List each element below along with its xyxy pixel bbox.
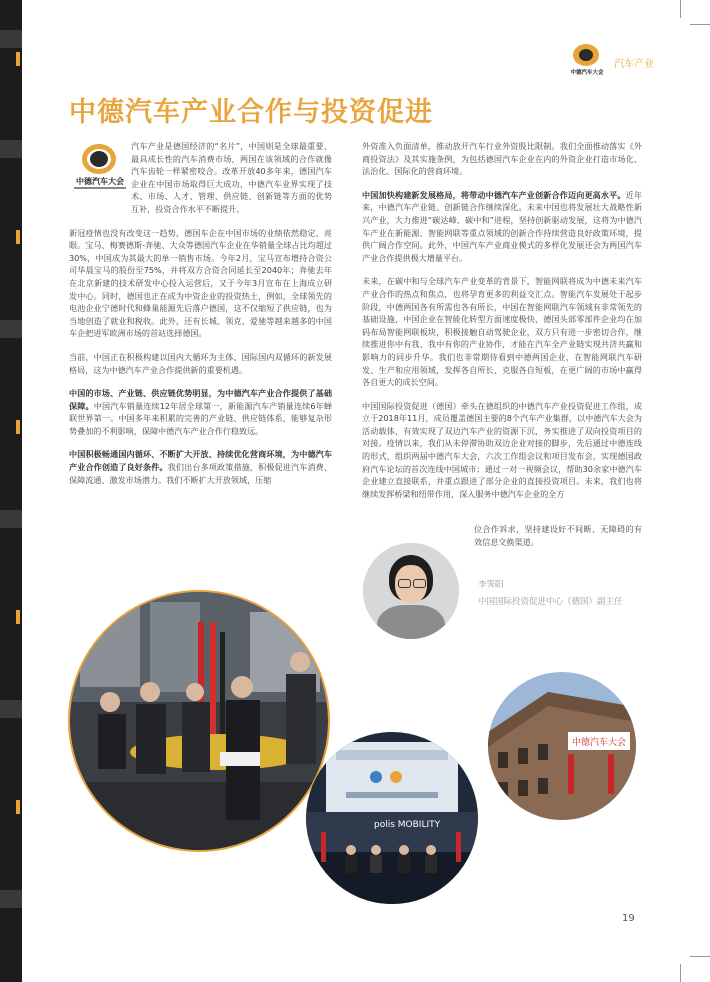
edge-stripe (0, 320, 22, 338)
lead-sentence: 中国积极畅通国内循环、不断扩大开放、持续优化营商环境，为中德汽车产业合作创造了良好条件。 (69, 449, 332, 473)
photo-stage (306, 732, 478, 904)
edge-accent-mark (16, 52, 20, 66)
edge-accent-mark (16, 420, 20, 434)
paragraph: 汽车产业是德国经济的“名片”，中国则是全球最重要、最具成长性的汽车消费市场，两国在该领域的合作就像汽车齿轮一样紧密咬合。改革开放40多年来，德国汽车企业在中国市场取得巨大成功，中德汽车业界实现了技术、市场、人才、管理、供应链、创新链等方面的优势互补，投资合作水平不断提升。 (131, 141, 332, 214)
header-logo (566, 44, 608, 80)
paragraph: 中国国际投资促进（德国）牵头在德组织的中德汽车产业投资促进工作组，成立于2018年11月，成员覆盖德国主要的8个汽车产业集群，以中德汽车大会为活动载体，有效实现了双边汽车产业的资源下沉，务实推进了双向投资项目的对接。疫情以来，我们从未停滞协助双边企业对接的脚步，先后通过中德连线的形式，组织两届中德汽车大会，六次工作组会议和项目发布会，实现德国政府汽车论坛的首次连线中国城市；通过一对一视频会议，帮助30余家中德汽车企业建立直接联系，并重点跟进了部分企业的直接投资项目。未来，我们也将继续发挥桥梁和纽带作用，深入服务中德汽车企业的全方 (362, 400, 642, 499)
edge-accent-mark (16, 610, 20, 624)
photo-building-image (488, 672, 636, 820)
logo-underline (74, 187, 126, 189)
banner-text: 中德汽车大会 (572, 738, 627, 748)
logo-core-icon (90, 151, 108, 167)
edge-accent-mark (16, 800, 20, 814)
edge-stripe (0, 890, 22, 908)
crop-mark (690, 24, 710, 25)
photo-building (488, 672, 636, 820)
paragraph-body: 我们出台多项政策措施，积极促进汽车消费、保障流通、激发市场潜力。我们不断扩大开放领域，压缩 (69, 462, 332, 485)
article-logo-text: 中德汽车大会 (76, 177, 124, 186)
section-label: 汽车产业 (614, 59, 654, 70)
paragraph-body: 近年来，中德汽车产业链、创新链合作继续深化。未来中国也将发展壮大战略性新兴产业，大力推进“碳达峰、碳中和”进程，坚持创新驱动发展，这将为中德汽车产业在新能源、智能网联等重点领域的创新合作持续营造良好政策环境，提供广阔合作空间。此外，中国汽车产业商业模式的多样化发展还会为两国汽车产业合作提供极大增量平台。 (362, 189, 642, 263)
crop-mark (690, 956, 710, 957)
paragraph (362, 189, 642, 265)
page-number: 19 (622, 913, 635, 924)
photo-stage-image (306, 732, 478, 904)
logo-mark-inner (579, 49, 593, 61)
edge-stripe (0, 140, 22, 158)
author-role: 中国国际投资促进中心（德国）副主任 (478, 597, 623, 607)
edge-stripe (0, 510, 22, 528)
right-column-tail (474, 523, 642, 559)
paragraph-body: 中国汽车销量连续12年居全球第一，新能源汽车产销量连续6年蝉联世界第一。中国多年来积累的完善的产业链、供应链体系，能够复杂形势叠加的不利影响，保障中德汽车产业合作行稳致远。 (69, 400, 332, 436)
paragraph (69, 448, 332, 486)
paragraph (69, 387, 332, 437)
paragraph: 位合作诉求，坚持建设好不间断、无障碍的有效信息交换渠道。 (474, 524, 642, 547)
crop-mark (680, 0, 681, 18)
header-logo-text: 中德汽车大会 (570, 70, 604, 76)
edge-stripe (0, 30, 22, 48)
photo-meeting-image (70, 592, 330, 852)
lead-sentence: 中国加快构建新发展格局，将带动中德汽车产业创新合作迈向更高水平。 (362, 189, 626, 200)
edge-accent-mark (16, 230, 20, 244)
edge-stripe (0, 700, 22, 718)
paragraph: 新冠疫情也没有改变这一趋势，德国车企在中国市场的业绩依然稳定、亮眼。宝马、梅赛德斯-奔驰、大众等德国汽车企业在华销量全球占比均超过30%，中国成为其最大的单一销售市场。今年2月，宝马宣布增持合资公司华晨宝马的股份至75%，并将双方合资合同延长至2040年；奔驰去年在北京新建的技术研发中心投入运营后，又于今年3月宣布在上海成立研发中心。同时，德国也正在成为中资企业的投资热土，例如，全球领先的电池企业宁德时代和蜂巢能源先后落户德国，这不仅缩短了供应链，也为当地创造了就业和税收。此外，还有长城、领克、爱驰等越来越多的中国车企把进军欧洲市场的首站选择德国。 (69, 227, 332, 339)
lead-sentence: 中国的市场、产业链、供应链优势明显，为中德汽车产业合作提供了基础保障。 (69, 388, 332, 411)
paragraph: 当前，中国正在积极构建以国内大循环为主体、国际国内双循环的新发展格局，这为中德汽车产业合作提供新的重要机遇。 (69, 351, 332, 375)
paragraph: 未来，在碳中和与全球汽车产业变革的背景下，智能网联将成为中德未来汽车产业合作的热点和焦点，也将孕育更多的利益交汇点。智能汽车发展处于起步阶段，中德两国各有所需也各有所长，中国在智能网联汽车领域有非常领先的基础设施，中国企业在智能化转型方面速度极快，德国头部零部件企业均在加码布局智能网联板块，积极接触自动驾驶企业，双方只有进一步密切合作，继续推进你中有我、我中有你的产业协作，才能在汽车全产业链实现共济共赢和影响力的同步升华。我们也非常期待看到中德两国企业，在智能网联汽车研发、生产和应用领域，发挥各自所长、克服各自短板，在更广阔的市场中赢得各自更大的成长空间。 (362, 276, 642, 388)
right-column (362, 140, 642, 511)
photo-meeting (68, 590, 330, 852)
glasses-icon (398, 579, 411, 588)
author-portrait (363, 543, 459, 639)
article-logo (70, 140, 130, 190)
article-title: 中德汽车产业合作与投资促进 (69, 97, 433, 128)
author-name: 李霁阳 (478, 580, 504, 590)
left-column (69, 140, 332, 497)
crop-mark (680, 964, 681, 982)
page-edge-bar (0, 0, 22, 982)
paragraph: 外资准入负面清单，推动放开汽车行业外资股比限制。我们全面推动落实《外商投资法》及其实施条例，为包括德国汽车企业在内的外资企业打造市场化、法治化、国际化的营商环境。 (362, 141, 642, 177)
stage-text: polis MOBILITY (374, 820, 441, 830)
